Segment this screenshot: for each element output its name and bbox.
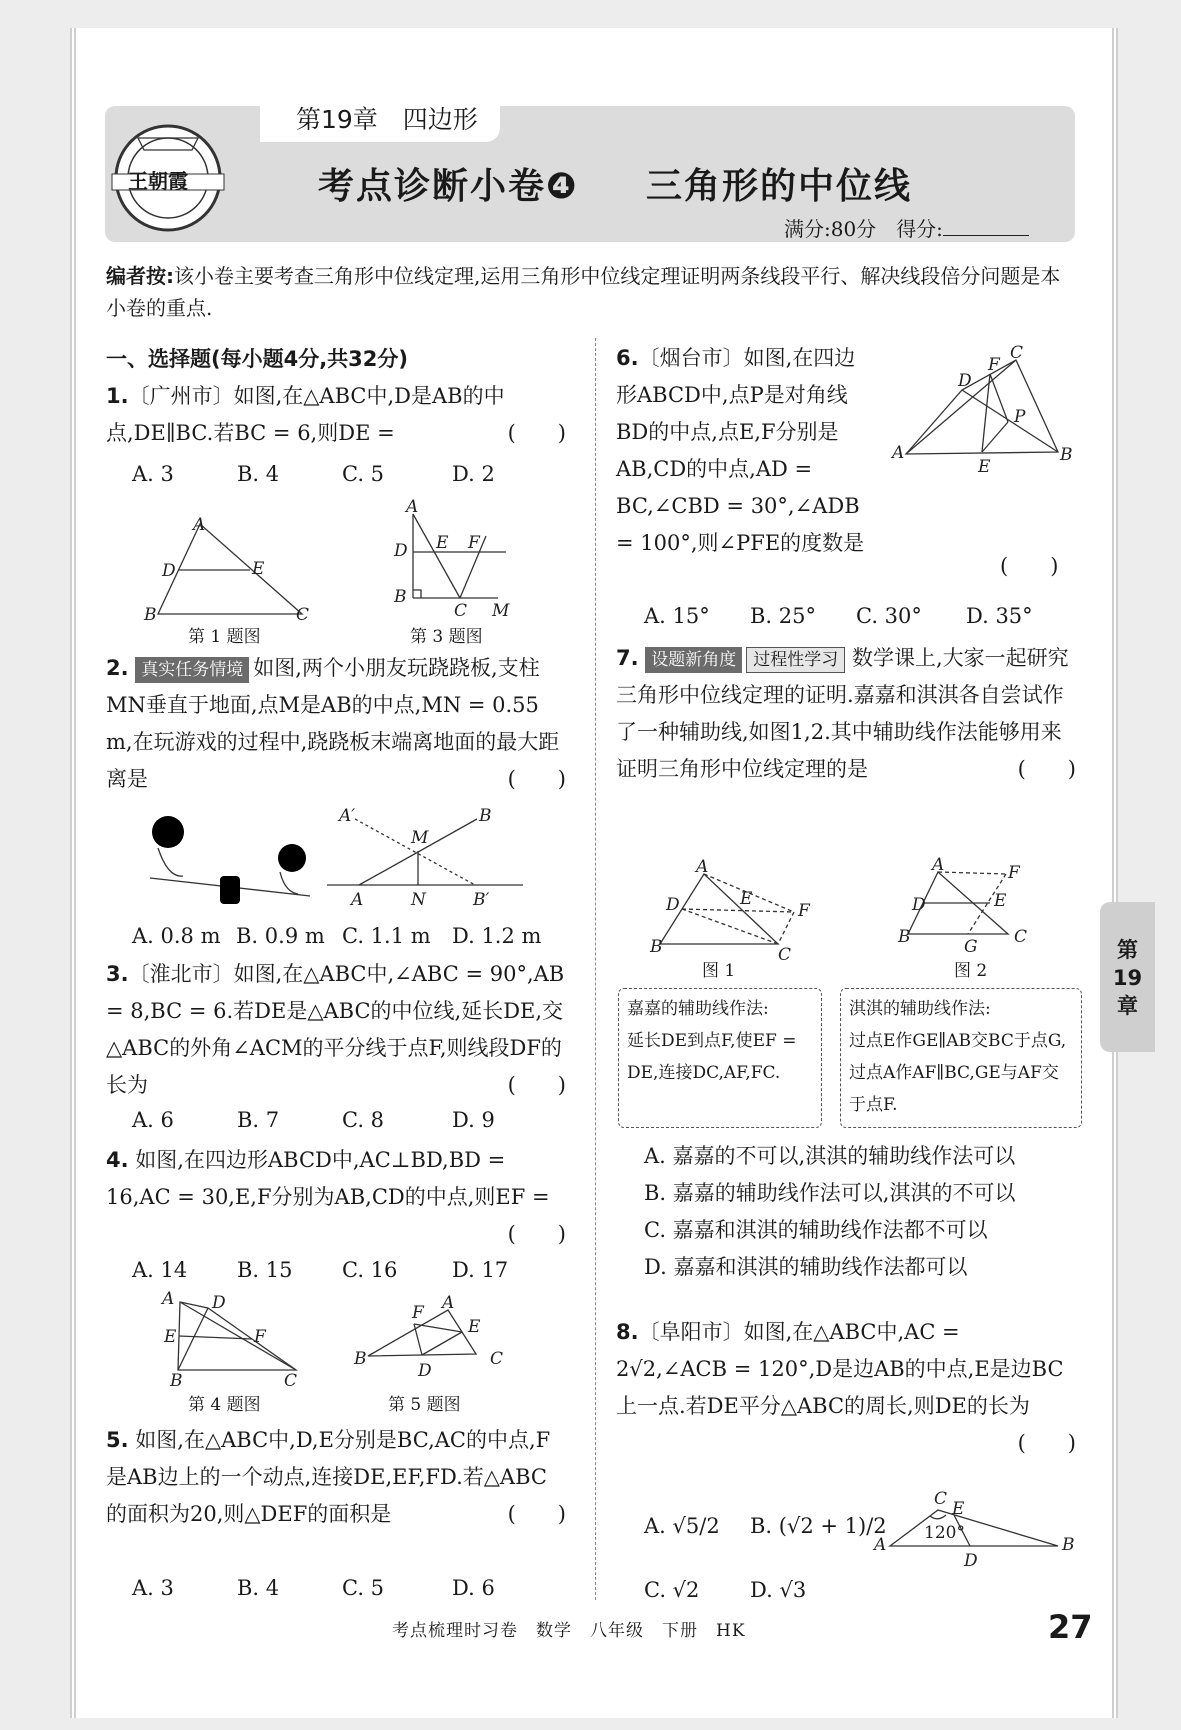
q5-figure-caption: 第 5 题图 [388, 1395, 461, 1415]
q5-figure [352, 1293, 522, 1388]
question-4: 4. 如图,在四边形ABCD中,AC⊥BD,BD = 16,AC = 30,E,F分别为AB,CD的中点,则EF = ( ) [106, 1148, 566, 1246]
q7-figure-2-caption: 图 2 [954, 961, 988, 981]
q3-figure [388, 497, 518, 621]
svg-text:B: B [144, 605, 157, 625]
svg-text:D: D [162, 561, 176, 581]
question-6: 6.〔烟台市〕如图,在四边形ABCD中,点P是对角线BD的中点,点E,F分别是AB,CD的中点,AD = BC,∠CBD = 30°,∠ADB = 100°,则∠PFE的度数是 [616, 346, 865, 555]
question-3: 3.〔淮北市〕如图,在△ABC中,∠ABC = 90°,AB = 8,BC = 6.若DE是△ABC的中位线,延长DE,交△ABC的外角∠ACM的平分线于点F,则线段DF的长为 ( ) [106, 962, 566, 1097]
svg-text:B: B [898, 927, 911, 947]
svg-text:F: F [412, 1303, 424, 1323]
q1-options: A. 3 B. 4 C. 5 D. 2 [132, 462, 495, 486]
svg-text:C: C [490, 1349, 504, 1369]
q4-figure [158, 1289, 308, 1392]
q8-option-c: C. √2 [644, 1578, 700, 1602]
svg-text:A: A [892, 443, 905, 463]
logo-text: 王朝霞 [128, 169, 188, 193]
q8-option-a: A. √5/2 [644, 1514, 720, 1538]
svg-text:E: E [436, 533, 449, 553]
svg-text:M: M [492, 601, 510, 621]
q7-figure-1-caption: 图 1 [702, 961, 736, 981]
svg-text:A: A [351, 890, 364, 910]
svg-text:D: D [666, 895, 680, 915]
svg-text:C: C [296, 605, 310, 625]
q7-options: A. 嘉嘉的不可以,淇淇的辅助线作法可以 B. 嘉嘉的辅助线作法可以,淇淇的不可以 C. 嘉嘉和淇淇的辅助线作法都不可以 D. 嘉嘉和淇淇的辅助线作法都可以 [644, 1144, 1016, 1279]
q5-options: A. 3 B. 4 C. 5 D. 6 [132, 1576, 495, 1600]
q6-options: A. 15° B. 25° C. 30° D. 35° [644, 604, 1033, 628]
svg-text:C: C [284, 1371, 298, 1391]
q2-options: A. 0.8 m B. 0.9 m C. 1.1 m D. 1.2 m [132, 924, 542, 948]
svg-text:C: C [1014, 927, 1028, 947]
svg-text:A′: A′ [339, 806, 356, 826]
svg-text:C: C [934, 1489, 948, 1509]
svg-text:P: P [1014, 407, 1026, 427]
svg-text:E: E [252, 559, 265, 579]
svg-text:A: A [932, 855, 945, 875]
svg-text:B: B [354, 1349, 367, 1369]
page-number: 27 [1048, 1608, 1093, 1646]
svg-text:E: E [164, 1327, 177, 1347]
svg-text:D: D [212, 1293, 226, 1313]
question-8: 8.〔阜阳市〕如图,在△ABC中,AC = 2√2,∠ACB = 120°,D是边AB的中点,E是边BC上一点.若DE平分△ABC的周长,则DE的长为 ( ) [616, 1320, 1076, 1455]
svg-text:E: E [978, 457, 991, 477]
svg-text:N: N [411, 890, 426, 910]
q8-figure [872, 1470, 1075, 1571]
q4-figure-caption: 第 4 题图 [188, 1395, 261, 1415]
q3-options: A. 6 B. 7 C. 8 D. 9 [132, 1108, 495, 1132]
question-1: 1.〔广州市〕如图,在△ABC中,D是AB的中点,DE∥BC.若BC = 6,则DE = ( ) [106, 384, 566, 445]
svg-text:B: B [394, 587, 407, 607]
q1-figure-caption: 第 1 题图 [188, 627, 261, 647]
svg-text:A: A [193, 515, 206, 535]
q4-options: A. 14 B. 15 C. 16 D. 17 [132, 1258, 509, 1282]
svg-text:A: A [874, 1535, 887, 1555]
svg-text:A: A [406, 497, 419, 517]
svg-text:G: G [964, 937, 978, 957]
svg-text:D: D [418, 1361, 432, 1381]
svg-text:D: D [394, 541, 408, 561]
q6-answer-paren: ( ) [1000, 554, 1059, 578]
footer-text: 考点梳理时习卷 数学 八年级 下册 HK [392, 1621, 746, 1641]
column-divider [595, 338, 596, 1600]
question-7: 7. 设题新角度 过程性学习 数学课上,大家一起研究三角形中位线定理的证明.嘉嘉和淇淇各自尝试作了一种辅助线,如图1,2.其中辅助线作法能够用来证明三角形中位线定理的是 ( ) [616, 646, 1076, 781]
svg-text:A: A [162, 1289, 175, 1309]
qiqi-method-box: 淇淇的辅助线作法: 过点E作GE∥AB交BC于点G,过点A作AF∥BC,GE与AF交于点F. [840, 988, 1082, 1128]
chapter-side-tab: 第 19 章 [1100, 902, 1155, 1052]
chapter-label: 第19章 四边形 [296, 105, 478, 134]
page-title-left: 考点诊断小卷❹ [318, 166, 579, 207]
seesaw-cartoon [140, 808, 310, 908]
svg-text:B′: B′ [473, 890, 490, 910]
q2-figure [325, 805, 525, 915]
svg-text:F: F [798, 901, 810, 921]
svg-text:D: D [912, 895, 926, 915]
svg-text:F: F [1008, 863, 1020, 883]
q8-option-b: B. (√2 + 1)/2 [750, 1514, 887, 1538]
svg-text:C: C [1010, 343, 1024, 363]
svg-text:B: B [479, 806, 492, 826]
svg-text:F: F [988, 355, 1000, 375]
jiajia-method-box: 嘉嘉的辅助线作法: 延长DE到点F,使EF = DE,连接DC,AF,FC. [618, 988, 822, 1128]
question-2: 2. 真实任务情境 如图,两个小朋友玩跷跷板,支柱MN垂直于地面,点M是AB的中点,MN = 0.55 m,在玩游戏的过程中,跷跷板末端离地面的最大距离是 ( ) [106, 656, 566, 791]
svg-text:120°: 120° [924, 1523, 965, 1543]
svg-text:E: E [468, 1317, 481, 1337]
section-heading: 一、选择题(每小题4分,共32分) [106, 347, 409, 371]
editor-note: 编者按:该小卷主要考查三角形中位线定理,运用三角形中位线定理证明两条线段平行、解决线段倍分问题是本小卷的重点. [106, 264, 1061, 320]
svg-text:B: B [1060, 445, 1073, 465]
svg-text:B: B [650, 937, 663, 957]
q7-figure-2 [898, 855, 1058, 960]
svg-text:D: D [964, 1551, 978, 1571]
svg-text:M: M [411, 828, 429, 848]
q6-figure [892, 343, 1078, 477]
score-line: 满分:80分 得分: [784, 213, 1029, 242]
q8-option-d: D. √3 [750, 1578, 807, 1602]
question-5: 5. 如图,在△ABC中,D,E分别是BC,AC的中点,F是AB边上的一个动点,连接DE,EF,FD.若△ABC的面积为20,则△DEF的面积是 ( ) [106, 1428, 566, 1526]
svg-text:F: F [254, 1327, 266, 1347]
q1-figure [140, 514, 320, 624]
svg-text:E: E [740, 889, 753, 909]
svg-text:E: E [952, 1499, 965, 1519]
svg-text:B: B [1062, 1535, 1075, 1555]
svg-text:D: D [958, 371, 972, 391]
q3-figure-caption: 第 3 题图 [410, 627, 483, 647]
svg-text:A: A [442, 1293, 455, 1313]
svg-text:C: C [454, 601, 468, 621]
svg-text:B: B [170, 1371, 183, 1391]
q7-figure-1 [648, 857, 838, 965]
page-title-right: 三角形的中位线 [646, 166, 913, 207]
svg-text:E: E [994, 891, 1007, 911]
svg-text:C: C [778, 945, 792, 965]
svg-text:F: F [468, 533, 480, 553]
svg-text:A: A [696, 857, 709, 877]
